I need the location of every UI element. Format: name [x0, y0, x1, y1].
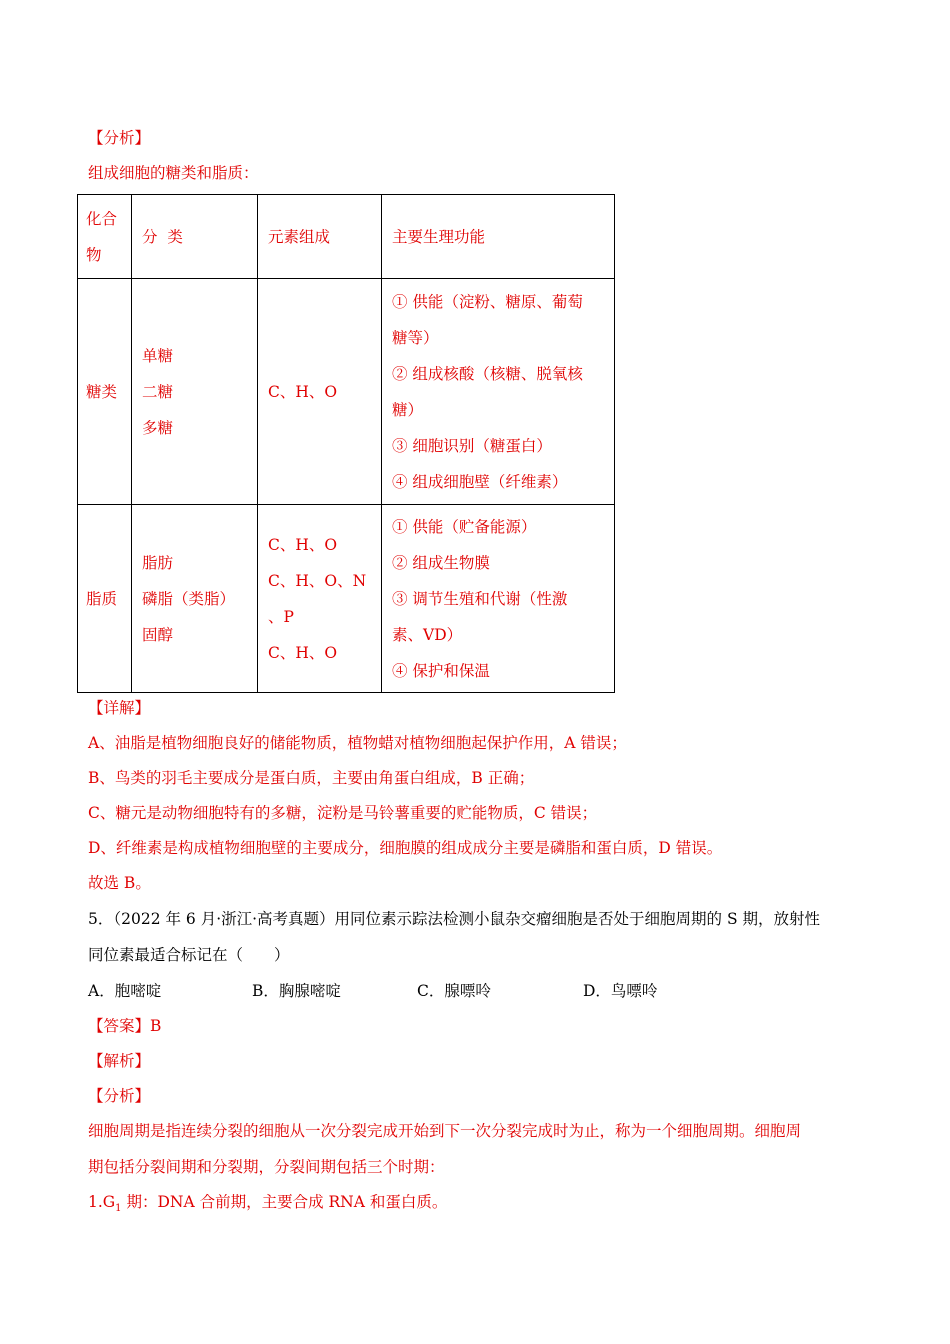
header-compound: 化合 物 — [78, 195, 132, 279]
table-row — [78, 279, 615, 505]
header-function: 主要生理功能 — [382, 195, 615, 279]
option-b: B．胸腺嘧啶 — [252, 982, 341, 1000]
header-category: 分 类 — [132, 195, 258, 279]
detail-line-c: C、糖元是动物细胞特有的多糖，淀粉是马铃薯重要的贮能物质，C 错误； — [88, 804, 598, 822]
analysis-heading: 【分析】 — [88, 129, 151, 147]
cell-compound: 糖类 — [78, 279, 132, 505]
intro-line: 组成细胞的糖类和脂质： — [88, 164, 259, 182]
cell-elements: C、H、O C、H、O、N 、P C、H、O — [258, 505, 382, 693]
carbohydrate-lipid-table — [77, 194, 615, 693]
detail-line-d: D、纤维素是构成植物细胞壁的主要成分，细胞膜的组成成分主要是磷脂和蛋白质，D 错误。 — [88, 839, 723, 857]
option-c: C．腺嘌呤 — [417, 982, 491, 1000]
cell-functions: ① 供能（淀粉、糖原、葡萄 糖等） ② 组成核酸（核糖、脱氧核 糖） ③ 细胞识别（糖蛋白） ④ 组成细胞壁（纤维素） — [382, 279, 615, 505]
answer: 【答案】B — [88, 1017, 162, 1035]
detail-line-a: A、油脂是植物细胞良好的储能物质，植物蜡对植物细胞起保护作用，A 错误； — [88, 734, 627, 752]
conclusion: 故选 B。 — [88, 874, 151, 892]
cell-categories: 脂肪 磷脂（类脂） 固醇 — [132, 505, 258, 693]
cell-compound: 脂质 — [78, 505, 132, 693]
cell-elements: C、H、O — [258, 279, 382, 505]
option-a: A．胞嘧啶 — [88, 982, 162, 1000]
option-d: D．鸟嘌呤 — [583, 982, 658, 1000]
analysis-line-2: 期包括分裂间期和分裂期，分裂间期包括三个时期： — [88, 1158, 445, 1176]
detail-heading: 【详解】 — [88, 699, 151, 717]
analysis-line-1: 细胞周期是指连续分裂的细胞从一次分裂完成开始到下一次分裂完成时为止，称为一个细胞周期。细胞周 — [88, 1122, 802, 1140]
question-line-2: 同位素最适合标记在（ ） — [88, 946, 290, 964]
cell-functions: ① 供能（贮备能源） ② 组成生物膜 ③ 调节生殖和代谢（性激 素、VD） ④ 保护和保温 — [382, 505, 615, 693]
question-line-1: 5．（2022 年 6 月·浙江·高考真题）用同位素示踪法检测小鼠杂交瘤细胞是否处于细胞周期的 S 期，放射性 — [88, 910, 821, 928]
detail-line-b: B、鸟类的羽毛主要成分是蛋白质，主要由角蛋白组成，B 正确； — [88, 769, 535, 787]
cell-categories: 单糖 二糖 多糖 — [132, 279, 258, 505]
g1-line: $1.G_1$ 期：DNA 合前期，主要合成 RNA 和蛋白质。 — [88, 1193, 448, 1215]
explanation-heading: 【解析】 — [88, 1052, 151, 1070]
analysis-heading-2: 【分析】 — [88, 1087, 151, 1105]
table-header-row — [78, 195, 615, 279]
table-row — [78, 505, 615, 693]
header-elements: 元素组成 — [258, 195, 382, 279]
